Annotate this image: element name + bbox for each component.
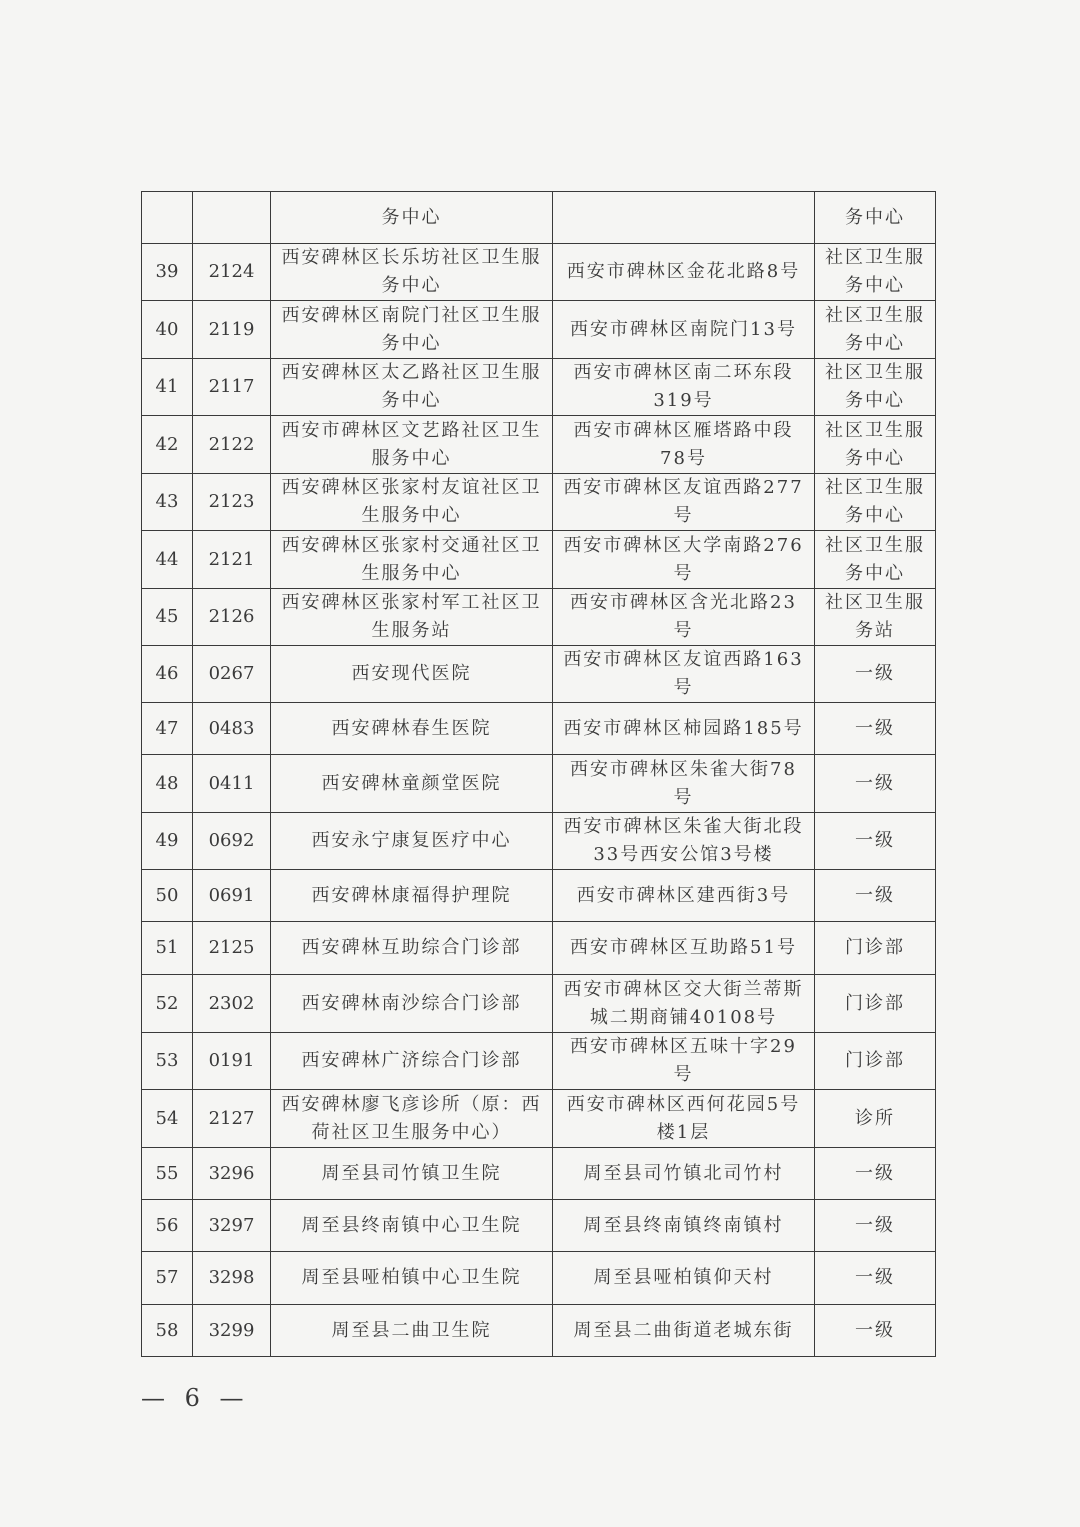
code-cell: 0267	[193, 646, 271, 703]
table-row	[142, 589, 936, 646]
type-cell: 门诊部	[815, 1033, 936, 1090]
table-row	[142, 1200, 936, 1252]
address-cell: 西安市碑林区南二环东段319号	[553, 359, 815, 416]
index-cell: 40	[142, 301, 193, 359]
index-cell: 56	[142, 1200, 193, 1252]
name-cell: 西安现代医院	[271, 646, 553, 703]
table-row	[142, 1148, 936, 1200]
name-cell: 西安市碑林区文艺路社区卫生服务中心	[271, 416, 553, 474]
index-cell	[142, 192, 193, 244]
code-cell: 0411	[193, 755, 271, 813]
address-cell: 西安市碑林区互助路51号	[553, 922, 815, 975]
address-cell: 西安市碑林区西何花园5号楼1层	[553, 1090, 815, 1148]
name-cell: 西安碑林春生医院	[271, 703, 553, 755]
code-cell: 2126	[193, 589, 271, 646]
name-cell: 西安碑林广济综合门诊部	[271, 1033, 553, 1090]
name-cell: 周至县终南镇中心卫生院	[271, 1200, 553, 1252]
name-cell: 务中心	[271, 192, 553, 244]
code-cell: 2122	[193, 416, 271, 474]
index-cell: 52	[142, 975, 193, 1033]
index-cell: 55	[142, 1148, 193, 1200]
table-row	[142, 1090, 936, 1148]
index-cell: 42	[142, 416, 193, 474]
code-cell	[193, 192, 271, 244]
index-cell: 47	[142, 703, 193, 755]
index-cell: 54	[142, 1090, 193, 1148]
type-cell: 一级	[815, 755, 936, 813]
type-cell: 一级	[815, 1148, 936, 1200]
index-cell: 46	[142, 646, 193, 703]
code-cell: 2125	[193, 922, 271, 975]
address-cell: 西安市碑林区含光北路23号	[553, 589, 815, 646]
table-row	[142, 922, 936, 975]
table-row	[142, 416, 936, 474]
table-row	[142, 244, 936, 301]
name-cell: 西安永宁康复医疗中心	[271, 813, 553, 870]
index-cell: 49	[142, 813, 193, 870]
index-cell: 48	[142, 755, 193, 813]
table-row	[142, 301, 936, 359]
type-cell: 一级	[815, 870, 936, 922]
name-cell: 西安碑林区张家村军工社区卫生服务站	[271, 589, 553, 646]
type-cell: 社区卫生服务中心	[815, 301, 936, 359]
type-cell: 一级	[815, 813, 936, 870]
name-cell: 西安碑林童颜堂医院	[271, 755, 553, 813]
code-cell: 2117	[193, 359, 271, 416]
type-cell: 社区卫生服务站	[815, 589, 936, 646]
address-cell: 西安市碑林区交大街兰蒂斯城二期商铺40108号	[553, 975, 815, 1033]
table-row	[142, 646, 936, 703]
type-cell: 社区卫生服务中心	[815, 359, 936, 416]
index-cell: 50	[142, 870, 193, 922]
table-row	[142, 1305, 936, 1357]
page-number: — 6 —	[141, 1384, 250, 1412]
name-cell: 周至县司竹镇卫生院	[271, 1148, 553, 1200]
type-cell: 社区卫生服务中心	[815, 531, 936, 589]
name-cell: 西安碑林康福得护理院	[271, 870, 553, 922]
type-cell: 社区卫生服务中心	[815, 416, 936, 474]
type-cell: 一级	[815, 1252, 936, 1305]
address-cell: 西安市碑林区柿园路185号	[553, 703, 815, 755]
type-cell: 社区卫生服务中心	[815, 474, 936, 531]
type-cell: 门诊部	[815, 922, 936, 975]
name-cell: 西安碑林南沙综合门诊部	[271, 975, 553, 1033]
name-cell: 周至县二曲卫生院	[271, 1305, 553, 1357]
code-cell: 0692	[193, 813, 271, 870]
address-cell	[553, 192, 815, 244]
code-cell: 2302	[193, 975, 271, 1033]
type-cell: 一级	[815, 1305, 936, 1357]
code-cell: 0483	[193, 703, 271, 755]
address-cell: 周至县二曲街道老城东街	[553, 1305, 815, 1357]
institution-table	[141, 191, 936, 1357]
address-cell: 西安市碑林区雁塔路中段78号	[553, 416, 815, 474]
table-row	[142, 359, 936, 416]
name-cell: 西安碑林区南院门社区卫生服务中心	[271, 301, 553, 359]
type-cell: 一级	[815, 703, 936, 755]
table-row	[142, 755, 936, 813]
table-row	[142, 703, 936, 755]
type-cell: 诊所	[815, 1090, 936, 1148]
type-cell: 门诊部	[815, 975, 936, 1033]
index-cell: 58	[142, 1305, 193, 1357]
type-cell: 一级	[815, 1200, 936, 1252]
code-cell: 2121	[193, 531, 271, 589]
code-cell: 3299	[193, 1305, 271, 1357]
type-cell: 务中心	[815, 192, 936, 244]
table-row	[142, 813, 936, 870]
index-cell: 51	[142, 922, 193, 975]
name-cell: 西安碑林区太乙路社区卫生服务中心	[271, 359, 553, 416]
address-cell: 西安市碑林区南院门13号	[553, 301, 815, 359]
name-cell: 周至县哑柏镇中心卫生院	[271, 1252, 553, 1305]
address-cell: 西安市碑林区友谊西路277号	[553, 474, 815, 531]
name-cell: 西安碑林区张家村友谊社区卫生服务中心	[271, 474, 553, 531]
table-row	[142, 975, 936, 1033]
index-cell: 43	[142, 474, 193, 531]
code-cell: 2123	[193, 474, 271, 531]
table-row	[142, 1252, 936, 1305]
table-row	[142, 870, 936, 922]
address-cell: 西安市碑林区朱雀大街78号	[553, 755, 815, 813]
address-cell: 西安市碑林区五味十字29号	[553, 1033, 815, 1090]
name-cell: 西安碑林廖飞彦诊所（原：西荷社区卫生服务中心）	[271, 1090, 553, 1148]
code-cell: 2127	[193, 1090, 271, 1148]
address-cell: 西安市碑林区金花北路8号	[553, 244, 815, 301]
table-row	[142, 474, 936, 531]
code-cell: 3298	[193, 1252, 271, 1305]
index-cell: 57	[142, 1252, 193, 1305]
table-row	[142, 531, 936, 589]
continuation-row	[142, 192, 936, 244]
type-cell: 社区卫生服务中心	[815, 244, 936, 301]
code-cell: 3297	[193, 1200, 271, 1252]
address-cell: 西安市碑林区友谊西路163号	[553, 646, 815, 703]
name-cell: 西安碑林区长乐坊社区卫生服务中心	[271, 244, 553, 301]
index-cell: 39	[142, 244, 193, 301]
code-cell: 2124	[193, 244, 271, 301]
address-cell: 周至县哑柏镇仰天村	[553, 1252, 815, 1305]
index-cell: 45	[142, 589, 193, 646]
address-cell: 周至县司竹镇北司竹村	[553, 1148, 815, 1200]
index-cell: 44	[142, 531, 193, 589]
index-cell: 53	[142, 1033, 193, 1090]
address-cell: 周至县终南镇终南镇村	[553, 1200, 815, 1252]
address-cell: 西安市碑林区建西街3号	[553, 870, 815, 922]
code-cell: 0191	[193, 1033, 271, 1090]
code-cell: 0691	[193, 870, 271, 922]
address-cell: 西安市碑林区朱雀大街北段33号西安公馆3号楼	[553, 813, 815, 870]
name-cell: 西安碑林区张家村交通社区卫生服务中心	[271, 531, 553, 589]
address-cell: 西安市碑林区大学南路276号	[553, 531, 815, 589]
code-cell: 2119	[193, 301, 271, 359]
name-cell: 西安碑林互助综合门诊部	[271, 922, 553, 975]
index-cell: 41	[142, 359, 193, 416]
table-row	[142, 1033, 936, 1090]
code-cell: 3296	[193, 1148, 271, 1200]
type-cell: 一级	[815, 646, 936, 703]
